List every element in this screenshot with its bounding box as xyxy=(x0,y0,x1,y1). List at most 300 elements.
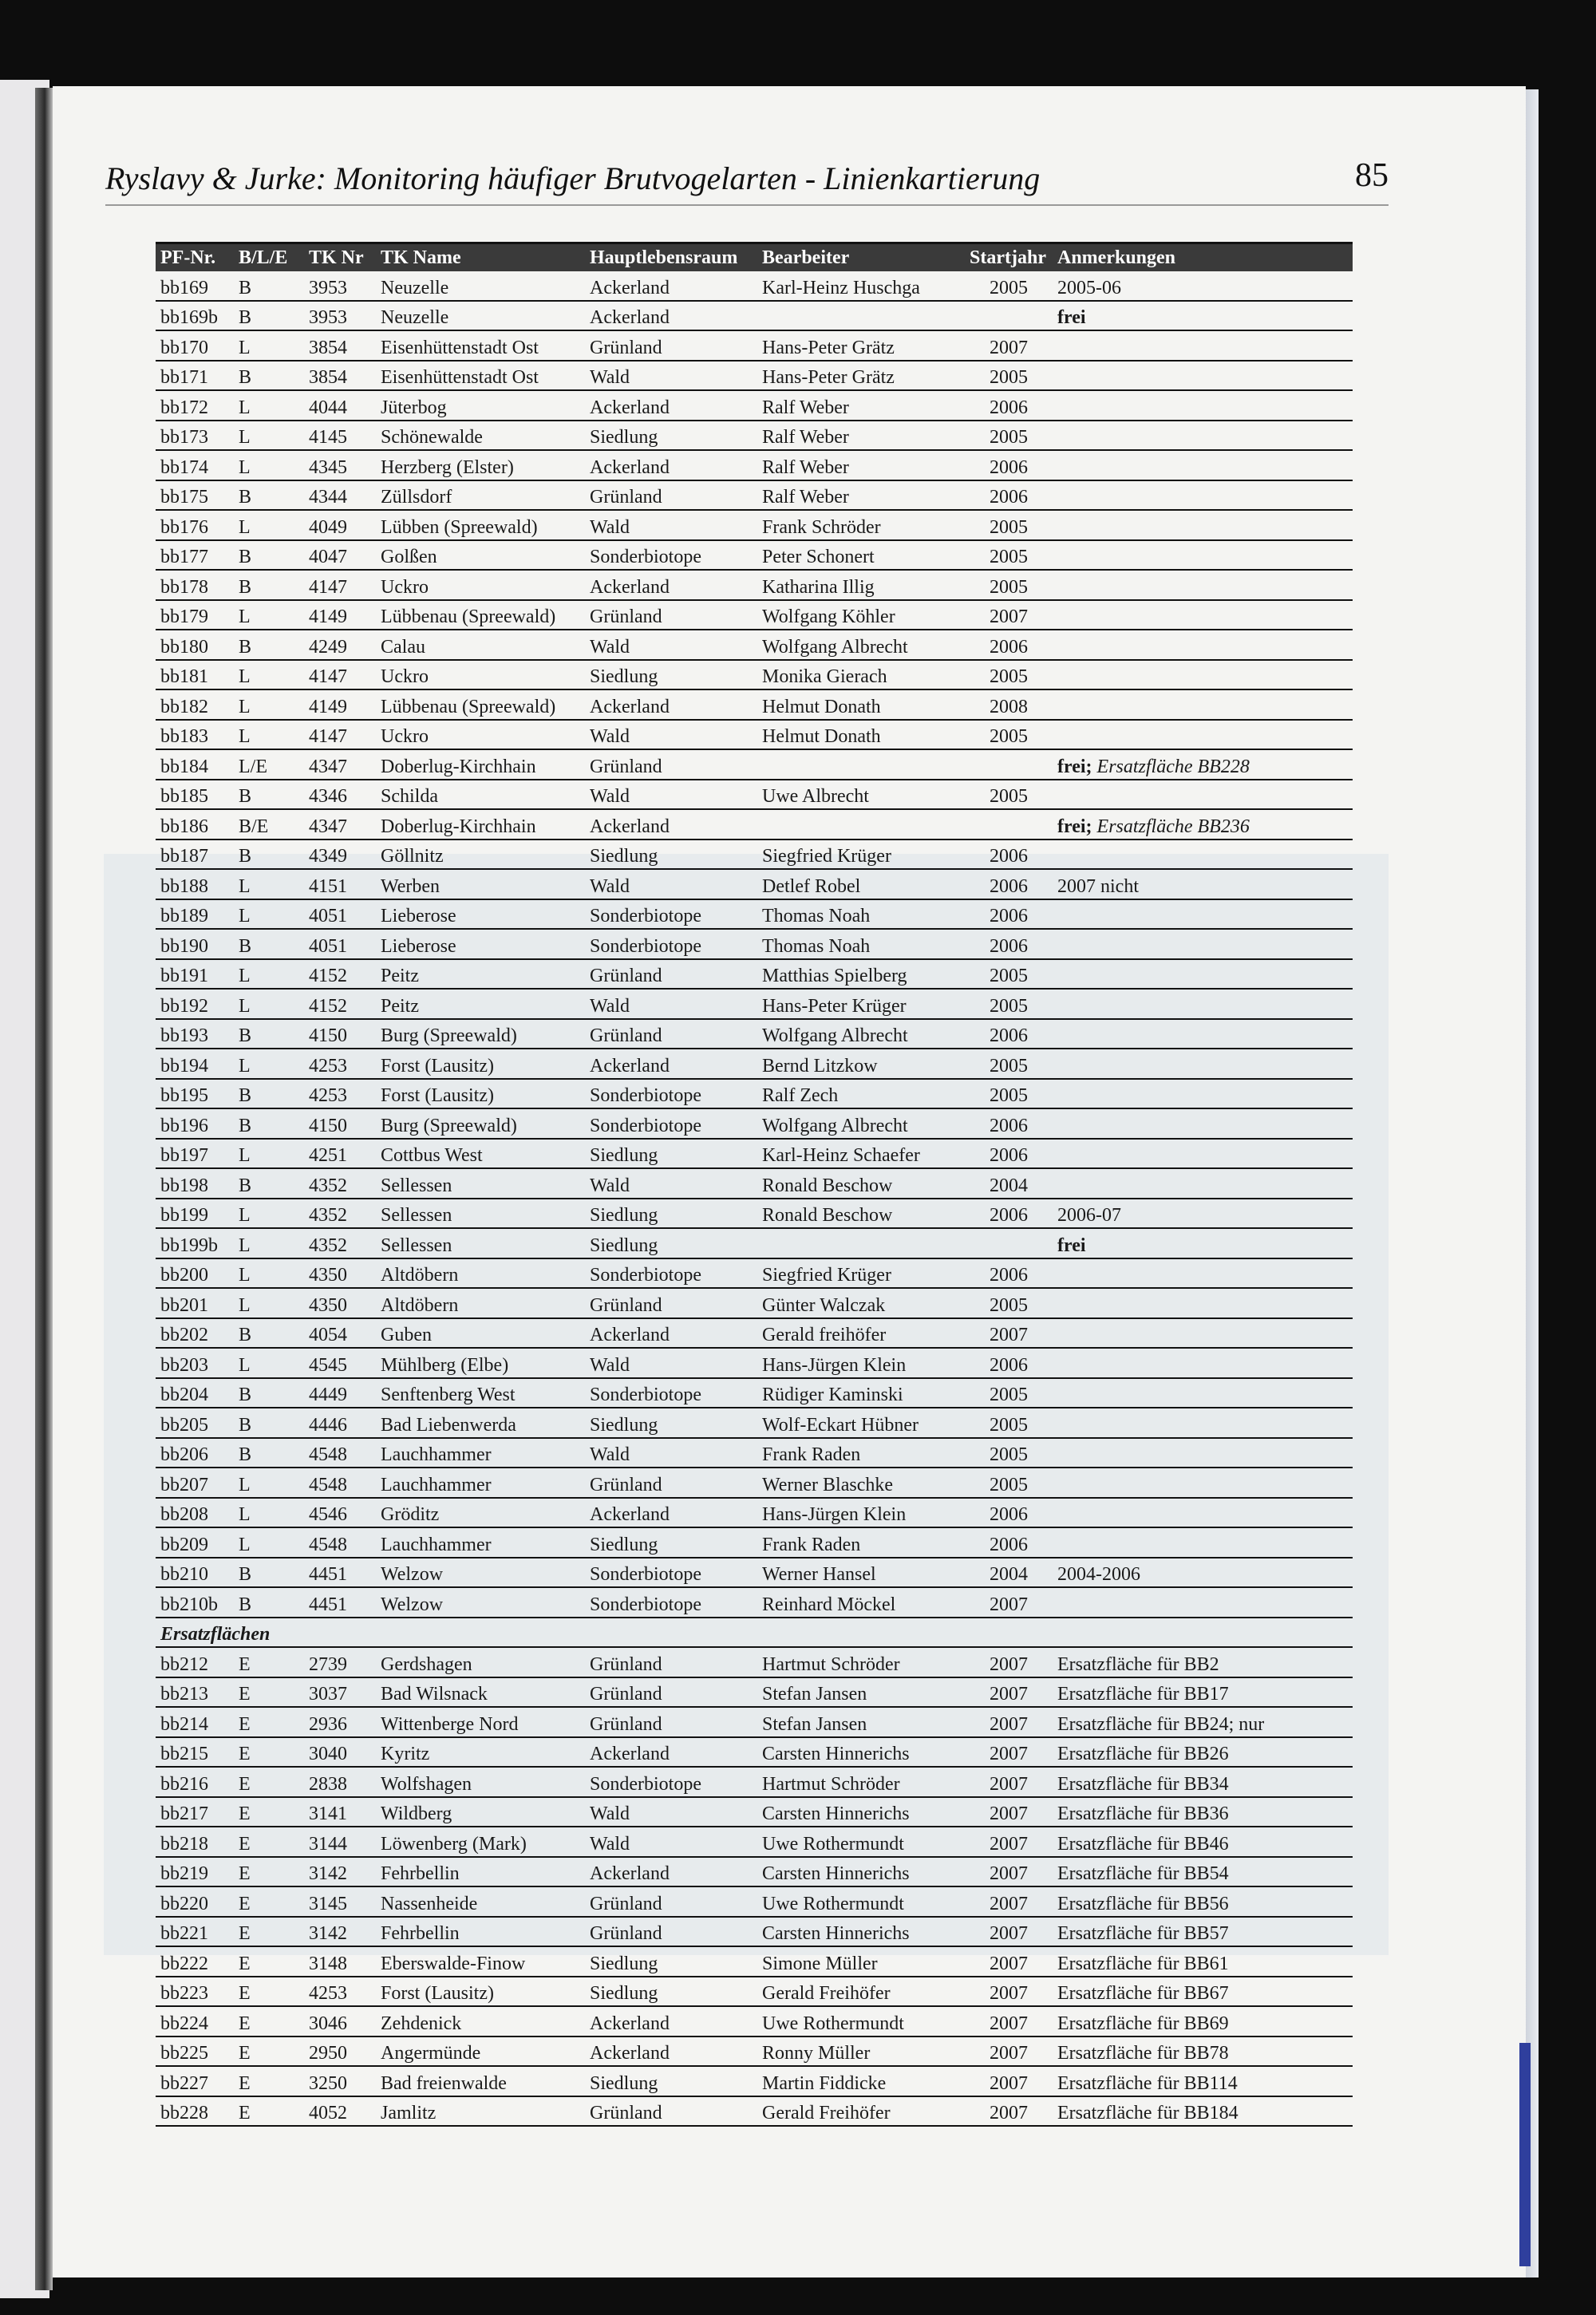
tk-nr-cell: 4346 xyxy=(304,780,376,810)
tk-nr-cell: 4152 xyxy=(304,959,376,990)
habitat-cell: Siedlung xyxy=(585,1527,757,1558)
table-row xyxy=(156,809,1353,839)
observer-cell: Werner Hansel xyxy=(757,1558,965,1588)
tk-nr-cell: 4149 xyxy=(304,600,376,630)
ble-cell: L xyxy=(234,1228,304,1258)
table-row xyxy=(156,1647,1353,1677)
tk-name-cell: Forst (Lausitz) xyxy=(376,1079,585,1109)
start-year-cell: 2005 xyxy=(965,989,1053,1019)
ble-cell: B xyxy=(234,1168,304,1199)
table-row xyxy=(156,1318,1353,1349)
tk-name-cell: Züllsdorf xyxy=(376,480,585,511)
ble-cell: E xyxy=(234,1917,304,1947)
pf-nr-cell: bb207 xyxy=(156,1468,234,1498)
ble-cell: B xyxy=(234,301,304,331)
pf-nr-cell: bb214 xyxy=(156,1707,234,1737)
habitat-cell: Siedlung xyxy=(585,1199,757,1229)
table-row xyxy=(156,1468,1353,1498)
start-year-cell: 2007 xyxy=(965,1707,1053,1737)
start-year-cell: 2007 xyxy=(965,2036,1053,2067)
note-text: frei xyxy=(1057,1235,1086,1256)
ble-cell: L xyxy=(234,1348,304,1378)
note-cell xyxy=(1053,1946,1353,1977)
tk-name-cell: Herzberg (Elster) xyxy=(376,450,585,480)
observer-cell: Helmut Donath xyxy=(757,720,965,750)
habitat-cell: Ackerland xyxy=(585,450,757,480)
note-text: 2006-07 xyxy=(1057,1205,1121,1226)
tk-name-cell: Guben xyxy=(376,1318,585,1349)
tk-name-cell: Nassenheide xyxy=(376,1886,585,1917)
observer-cell: Ralf Weber xyxy=(757,390,965,421)
tk-nr-cell: 3040 xyxy=(304,1737,376,1768)
col-header: TK Nr xyxy=(304,243,376,272)
note-cell xyxy=(1053,1737,1353,1768)
ble-cell: B xyxy=(234,1079,304,1109)
observer-cell: Wolfgang Albrecht xyxy=(757,1108,965,1139)
habitat-cell: Wald xyxy=(585,1348,757,1378)
tk-name-cell: Schilda xyxy=(376,780,585,810)
observer-cell: Peter Schonert xyxy=(757,540,965,571)
tk-nr-cell: 3142 xyxy=(304,1857,376,1887)
note-text: Ersatzfläche für BB34 xyxy=(1057,1773,1229,1795)
note-cell xyxy=(1053,1767,1353,1797)
note-cell xyxy=(1053,1108,1353,1139)
table-row xyxy=(156,1288,1353,1318)
ble-cell: L xyxy=(234,1199,304,1229)
pf-nr-cell: bb189 xyxy=(156,899,234,930)
note-cell xyxy=(1053,1977,1353,2007)
observer-cell: Ralf Weber xyxy=(757,421,965,451)
tk-name-cell: Lauchhammer xyxy=(376,1438,585,1468)
ble-cell: L xyxy=(234,450,304,480)
observer-cell: Hartmut Schröder xyxy=(757,1647,965,1677)
tk-nr-cell: 4545 xyxy=(304,1348,376,1378)
ble-cell: E xyxy=(234,1946,304,1977)
pf-nr-cell: bb196 xyxy=(156,1108,234,1139)
table-row xyxy=(156,1408,1353,1438)
ble-cell: L xyxy=(234,1049,304,1079)
tk-nr-cell: 4047 xyxy=(304,540,376,571)
tk-nr-cell: 4149 xyxy=(304,689,376,720)
observer-cell: Gerald freihöfer xyxy=(757,1318,965,1349)
ble-cell: L/E xyxy=(234,749,304,780)
ble-cell: E xyxy=(234,1677,304,1708)
tk-nr-cell: 4147 xyxy=(304,570,376,600)
col-header: PF-Nr. xyxy=(156,243,234,272)
note-cell xyxy=(1053,1677,1353,1708)
habitat-cell: Sonderbiotope xyxy=(585,1258,757,1289)
note-text: 2005-06 xyxy=(1057,277,1121,298)
table-row xyxy=(156,570,1353,600)
ble-cell: B xyxy=(234,839,304,870)
table-row xyxy=(156,480,1353,511)
note-text: Ersatzfläche für BB54 xyxy=(1057,1863,1229,1884)
note-text: Ersatzfläche für BB56 xyxy=(1057,1893,1229,1914)
ble-cell: B xyxy=(234,780,304,810)
tk-nr-cell: 4051 xyxy=(304,899,376,930)
tk-nr-cell: 4548 xyxy=(304,1438,376,1468)
tk-nr-cell: 4451 xyxy=(304,1558,376,1588)
pf-nr-cell: bb223 xyxy=(156,1977,234,2007)
pf-nr-cell: bb224 xyxy=(156,2006,234,2036)
tk-nr-cell: 4253 xyxy=(304,1079,376,1109)
table-row xyxy=(156,720,1353,750)
table-row xyxy=(156,1917,1353,1947)
ble-cell: L xyxy=(234,1527,304,1558)
note-text: Ersatzfläche für BB57 xyxy=(1057,1923,1229,1944)
tk-nr-cell: 4347 xyxy=(304,749,376,780)
table-row xyxy=(156,1378,1353,1408)
observer-cell: Ralf Weber xyxy=(757,450,965,480)
tk-name-cell: Schönewalde xyxy=(376,421,585,451)
note-cell xyxy=(1053,570,1353,600)
tk-name-cell: Uckro xyxy=(376,720,585,750)
tk-nr-cell: 3953 xyxy=(304,301,376,331)
tk-nr-cell: 2936 xyxy=(304,1707,376,1737)
tk-name-cell: Altdöbern xyxy=(376,1258,585,1289)
ble-cell: B xyxy=(234,570,304,600)
tk-name-cell: Uckro xyxy=(376,570,585,600)
pf-nr-cell: bb190 xyxy=(156,929,234,959)
habitat-cell: Wald xyxy=(585,780,757,810)
start-year-cell: 2006 xyxy=(965,1348,1053,1378)
start-year-cell: 2007 xyxy=(965,600,1053,630)
start-year-cell xyxy=(965,1228,1053,1258)
start-year-cell: 2006 xyxy=(965,1258,1053,1289)
tk-nr-cell: 4349 xyxy=(304,839,376,870)
observer-cell: Reinhard Möckel xyxy=(757,1587,965,1618)
tk-name-cell: Mühlberg (Elbe) xyxy=(376,1348,585,1378)
section-title: Ersatzflächen xyxy=(156,1618,1353,1648)
start-year-cell: 2007 xyxy=(965,1827,1053,1857)
habitat-cell: Ackerland xyxy=(585,2006,757,2036)
tk-name-cell: Bad Wilsnack xyxy=(376,1677,585,1708)
pf-nr-cell: bb170 xyxy=(156,330,234,361)
note-text: Ersatzfläche für BB69 xyxy=(1057,2013,1229,2034)
table-row xyxy=(156,1767,1353,1797)
start-year-cell: 2007 xyxy=(965,1587,1053,1618)
tk-nr-cell: 4344 xyxy=(304,480,376,511)
table-row xyxy=(156,1079,1353,1109)
note-cell xyxy=(1053,2096,1353,2127)
habitat-cell: Ackerland xyxy=(585,301,757,331)
pf-nr-cell: bb202 xyxy=(156,1318,234,1349)
tk-nr-cell: 4151 xyxy=(304,869,376,899)
habitat-cell: Grünland xyxy=(585,600,757,630)
ble-cell: E xyxy=(234,1737,304,1768)
start-year-cell: 2006 xyxy=(965,480,1053,511)
note-cell xyxy=(1053,869,1353,899)
note-italic-text: Ersatzfläche BB228 xyxy=(1096,756,1250,777)
table-row xyxy=(156,1199,1353,1229)
ble-cell: L xyxy=(234,1139,304,1169)
ble-cell: B xyxy=(234,929,304,959)
habitat-cell: Grünland xyxy=(585,1677,757,1708)
note-cell xyxy=(1053,899,1353,930)
table-row xyxy=(156,510,1353,540)
pf-nr-cell: bb197 xyxy=(156,1139,234,1169)
ble-cell: B xyxy=(234,1019,304,1049)
observer-cell: Katharina Illig xyxy=(757,570,965,600)
table-row xyxy=(156,330,1353,361)
start-year-cell: 2005 xyxy=(965,510,1053,540)
start-year-cell: 2007 xyxy=(965,1917,1053,1947)
note-cell xyxy=(1053,1318,1353,1349)
note-cell xyxy=(1053,660,1353,690)
observer-cell: Uwe Albrecht xyxy=(757,780,965,810)
habitat-cell: Wald xyxy=(585,869,757,899)
tk-nr-cell: 3145 xyxy=(304,1886,376,1917)
col-header: Bearbeiter xyxy=(757,243,965,272)
note-cell xyxy=(1053,1079,1353,1109)
habitat-cell: Siedlung xyxy=(585,421,757,451)
pf-nr-cell: bb174 xyxy=(156,450,234,480)
start-year-cell: 2007 xyxy=(965,1767,1053,1797)
pf-nr-cell: bb195 xyxy=(156,1079,234,1109)
tk-nr-cell: 4150 xyxy=(304,1108,376,1139)
habitat-cell: Sonderbiotope xyxy=(585,929,757,959)
pf-nr-cell: bb201 xyxy=(156,1288,234,1318)
tk-nr-cell: 4451 xyxy=(304,1587,376,1618)
start-year-cell: 2007 xyxy=(965,1737,1053,1768)
ble-cell: B xyxy=(234,1587,304,1618)
tk-nr-cell: 4051 xyxy=(304,929,376,959)
pf-nr-cell: bb220 xyxy=(156,1886,234,1917)
start-year-cell: 2007 xyxy=(965,2096,1053,2127)
pf-nr-cell: bb221 xyxy=(156,1917,234,1947)
start-year-cell: 2006 xyxy=(965,450,1053,480)
ble-cell: L xyxy=(234,899,304,930)
ble-cell: B xyxy=(234,271,304,301)
habitat-cell: Sonderbiotope xyxy=(585,1767,757,1797)
pf-nr-cell: bb225 xyxy=(156,2036,234,2067)
habitat-cell: Sonderbiotope xyxy=(585,1378,757,1408)
ble-cell: B xyxy=(234,540,304,571)
note-cell xyxy=(1053,1049,1353,1079)
observer-cell: Hans-Jürgen Klein xyxy=(757,1498,965,1528)
pf-nr-cell: bb210b xyxy=(156,1587,234,1618)
ble-cell: E xyxy=(234,2036,304,2067)
pf-nr-cell: bb169 xyxy=(156,271,234,301)
tk-name-cell: Senftenberg West xyxy=(376,1378,585,1408)
pf-nr-cell: bb193 xyxy=(156,1019,234,1049)
tk-nr-cell: 4147 xyxy=(304,720,376,750)
habitat-cell: Wald xyxy=(585,510,757,540)
observer-cell: Frank Raden xyxy=(757,1438,965,1468)
pf-nr-cell: bb204 xyxy=(156,1378,234,1408)
table-row xyxy=(156,2006,1353,2036)
start-year-cell: 2006 xyxy=(965,1527,1053,1558)
note-text: frei; xyxy=(1057,816,1097,837)
ble-cell: E xyxy=(234,1886,304,1917)
tk-name-cell: Wolfshagen xyxy=(376,1767,585,1797)
start-year-cell: 2006 xyxy=(965,1019,1053,1049)
tk-name-cell: Lauchhammer xyxy=(376,1527,585,1558)
tk-nr-cell: 2950 xyxy=(304,2036,376,2067)
tk-nr-cell: 4352 xyxy=(304,1168,376,1199)
table-row xyxy=(156,1498,1353,1528)
table-row xyxy=(156,1677,1353,1708)
ble-cell: E xyxy=(234,2006,304,2036)
table-row xyxy=(156,869,1353,899)
pf-nr-cell: bb194 xyxy=(156,1049,234,1079)
observer-cell xyxy=(757,749,965,780)
start-year-cell: 2006 xyxy=(965,1498,1053,1528)
note-cell xyxy=(1053,1707,1353,1737)
ble-cell: E xyxy=(234,1977,304,2007)
pf-nr-cell: bb209 xyxy=(156,1527,234,1558)
pf-nr-cell: bb222 xyxy=(156,1946,234,1977)
table-row xyxy=(156,959,1353,990)
start-year-cell: 2005 xyxy=(965,1378,1053,1408)
observer-cell: Bernd Litzkow xyxy=(757,1049,965,1079)
start-year-cell: 2008 xyxy=(965,689,1053,720)
table-row xyxy=(156,929,1353,959)
observer-cell: Wolfgang Albrecht xyxy=(757,1019,965,1049)
habitat-cell: Siedlung xyxy=(585,2066,757,2096)
table-row xyxy=(156,390,1353,421)
note-cell xyxy=(1053,1408,1353,1438)
tk-name-cell: Kyritz xyxy=(376,1737,585,1768)
observer-cell: Günter Walczak xyxy=(757,1288,965,1318)
start-year-cell: 2007 xyxy=(965,330,1053,361)
tk-nr-cell: 4152 xyxy=(304,989,376,1019)
observer-cell: Frank Schröder xyxy=(757,510,965,540)
habitat-cell: Grünland xyxy=(585,1468,757,1498)
habitat-cell: Ackerland xyxy=(585,1857,757,1887)
note-cell xyxy=(1053,1527,1353,1558)
tk-name-cell: Eberswalde-Finow xyxy=(376,1946,585,1977)
start-year-cell: 2007 xyxy=(965,1318,1053,1349)
pf-nr-cell: bb218 xyxy=(156,1827,234,1857)
page-edge xyxy=(1526,89,1539,2277)
start-year-cell: 2006 xyxy=(965,899,1053,930)
tk-nr-cell: 4347 xyxy=(304,809,376,839)
start-year-cell: 2005 xyxy=(965,1079,1053,1109)
observer-cell: Simone Müller xyxy=(757,1946,965,1977)
note-text: Ersatzfläche für BB17 xyxy=(1057,1684,1229,1705)
note-cell xyxy=(1053,929,1353,959)
ble-cell: B xyxy=(234,1408,304,1438)
tk-nr-cell: 3148 xyxy=(304,1946,376,1977)
tk-name-cell: Neuzelle xyxy=(376,271,585,301)
ble-cell: E xyxy=(234,1647,304,1677)
note-cell xyxy=(1053,1168,1353,1199)
note-italic-text: Ersatzfläche BB236 xyxy=(1096,816,1250,837)
start-year-cell xyxy=(965,809,1053,839)
tk-name-cell: Fehrbellin xyxy=(376,1917,585,1947)
ble-cell: B/E xyxy=(234,809,304,839)
tk-name-cell: Sellessen xyxy=(376,1199,585,1229)
note-cell xyxy=(1053,1258,1353,1289)
start-year-cell: 2005 xyxy=(965,271,1053,301)
table-row xyxy=(156,361,1353,391)
tk-name-cell: Wittenberge Nord xyxy=(376,1707,585,1737)
table-row xyxy=(156,1946,1353,1977)
tk-name-cell: Bad freienwalde xyxy=(376,2066,585,2096)
book-gutter xyxy=(35,88,53,2290)
ble-cell: B xyxy=(234,1378,304,1408)
habitat-cell: Ackerland xyxy=(585,689,757,720)
note-cell xyxy=(1053,1139,1353,1169)
pf-nr-cell: bb183 xyxy=(156,720,234,750)
ble-cell: L xyxy=(234,869,304,899)
tk-nr-cell: 4548 xyxy=(304,1468,376,1498)
habitat-cell: Siedlung xyxy=(585,1228,757,1258)
col-header: Startjahr xyxy=(965,243,1053,272)
pf-nr-cell: bb185 xyxy=(156,780,234,810)
tk-name-cell: Gröditz xyxy=(376,1498,585,1528)
note-cell xyxy=(1053,1348,1353,1378)
habitat-cell: Wald xyxy=(585,630,757,660)
tk-name-cell: Sellessen xyxy=(376,1168,585,1199)
tk-nr-cell: 3953 xyxy=(304,271,376,301)
observer-cell: Ronald Beschow xyxy=(757,1168,965,1199)
habitat-cell: Sonderbiotope xyxy=(585,540,757,571)
tk-nr-cell: 4546 xyxy=(304,1498,376,1528)
tk-name-cell: Altdöbern xyxy=(376,1288,585,1318)
start-year-cell xyxy=(965,749,1053,780)
tk-name-cell: Werben xyxy=(376,869,585,899)
observer-cell: Carsten Hinnerichs xyxy=(757,1737,965,1768)
table-row xyxy=(156,1049,1353,1079)
pf-nr-cell: bb178 xyxy=(156,570,234,600)
tk-name-cell: Eisenhüttenstadt Ost xyxy=(376,330,585,361)
tk-nr-cell: 3144 xyxy=(304,1827,376,1857)
observer-cell: Helmut Donath xyxy=(757,689,965,720)
table-row xyxy=(156,1827,1353,1857)
note-text: Ersatzfläche für BB67 xyxy=(1057,1983,1229,2004)
start-year-cell: 2004 xyxy=(965,1558,1053,1588)
tk-name-cell: Lauchhammer xyxy=(376,1468,585,1498)
note-text: Ersatzfläche für BB61 xyxy=(1057,1953,1229,1974)
ble-cell: L xyxy=(234,600,304,630)
tk-name-cell: Lieberose xyxy=(376,899,585,930)
start-year-cell: 2007 xyxy=(965,1677,1053,1708)
habitat-cell: Wald xyxy=(585,989,757,1019)
pf-nr-cell: bb169b xyxy=(156,301,234,331)
col-header: Anmerkungen xyxy=(1053,243,1353,272)
tk-nr-cell: 3142 xyxy=(304,1917,376,1947)
tk-nr-cell: 3046 xyxy=(304,2006,376,2036)
habitat-cell: Grünland xyxy=(585,1647,757,1677)
habitat-cell: Siedlung xyxy=(585,1946,757,1977)
start-year-cell: 2005 xyxy=(965,421,1053,451)
note-text: Ersatzfläche für BB78 xyxy=(1057,2043,1229,2064)
table-row xyxy=(156,450,1353,480)
note-cell xyxy=(1053,720,1353,750)
observer-cell xyxy=(757,1228,965,1258)
pf-nr-cell: bb227 xyxy=(156,2066,234,2096)
section-row xyxy=(156,1618,1353,1648)
habitat-cell: Wald xyxy=(585,1827,757,1857)
note-cell xyxy=(1053,780,1353,810)
table-row xyxy=(156,1587,1353,1618)
pf-nr-cell: bb219 xyxy=(156,1857,234,1887)
observer-cell: Uwe Rothermundt xyxy=(757,1827,965,1857)
table-row xyxy=(156,1438,1353,1468)
note-cell xyxy=(1053,2006,1353,2036)
note-text: Ersatzfläche für BB26 xyxy=(1057,1744,1229,1764)
observer-cell: Wolfgang Albrecht xyxy=(757,630,965,660)
pf-nr-cell: bb181 xyxy=(156,660,234,690)
note-text: Ersatzfläche für BB24; nur xyxy=(1057,1713,1265,1735)
tk-nr-cell: 4249 xyxy=(304,630,376,660)
table-row xyxy=(156,1707,1353,1737)
tk-nr-cell: 4446 xyxy=(304,1408,376,1438)
start-year-cell: 2005 xyxy=(965,540,1053,571)
table-row xyxy=(156,2066,1353,2096)
